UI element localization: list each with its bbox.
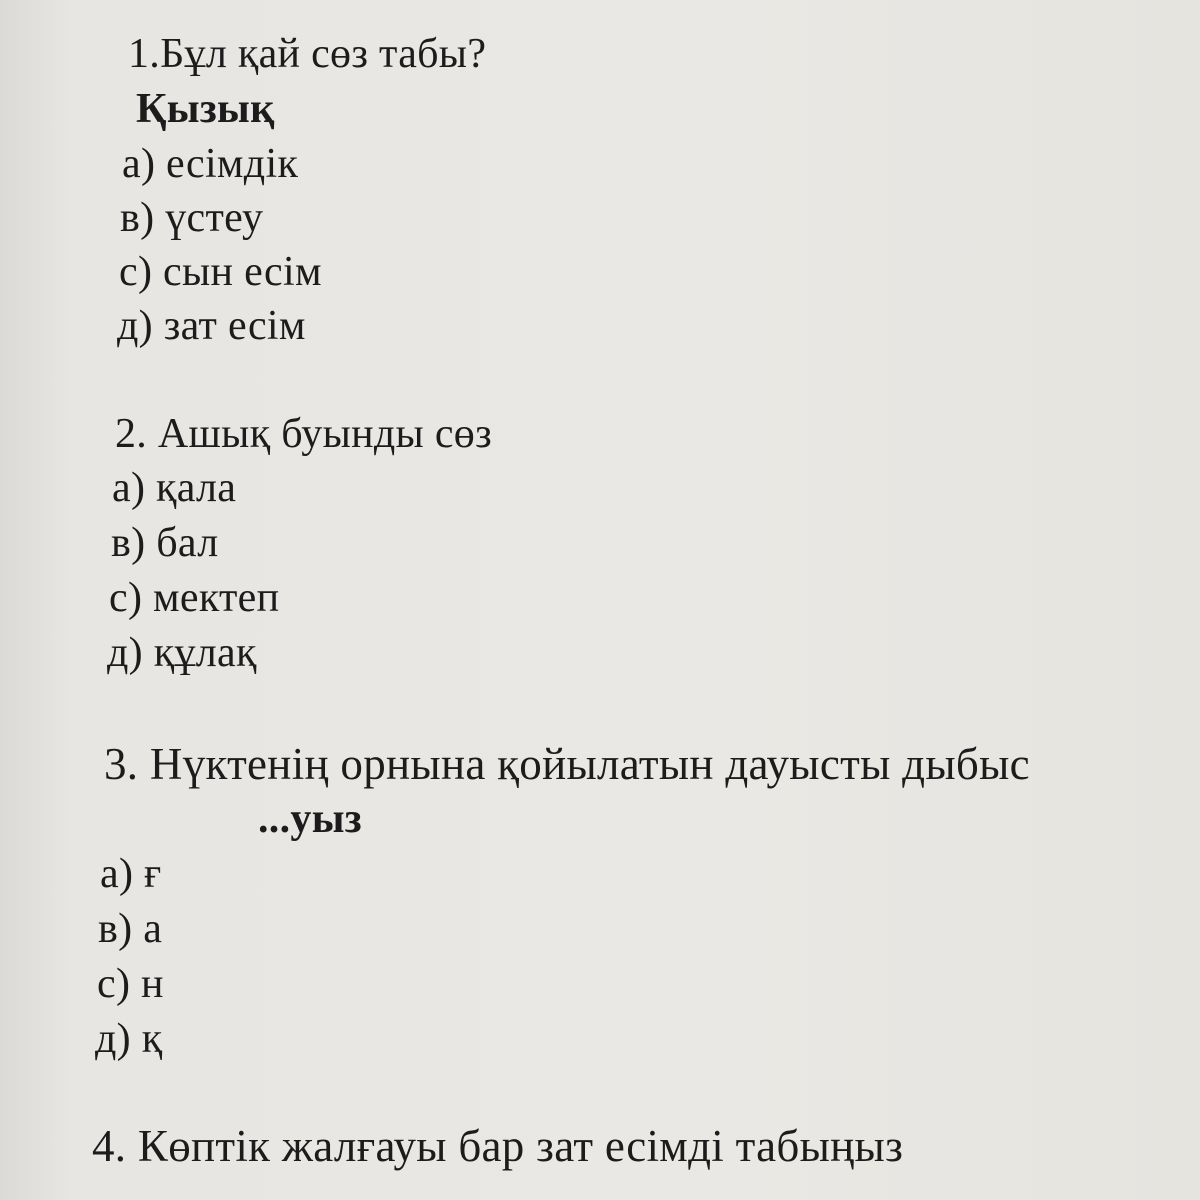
question-2-prompt: 2. Ашық буынды сөз	[115, 411, 492, 457]
question-1-option-a: а) есімдік	[122, 141, 299, 187]
question-1-option-d: д) зат есім	[117, 303, 306, 349]
question-2-option-a: а) қала	[112, 465, 237, 511]
question-1-word: Қызық	[136, 86, 275, 132]
question-1-option-b: в) үстеу	[120, 195, 264, 241]
question-3-word: ...уыз	[258, 796, 362, 842]
question-3-option-a: а) ғ	[100, 851, 162, 897]
question-3-prompt: 3. Нүктенің орнына қойылатын дауысты дыбыс	[104, 739, 1030, 789]
question-2-option-d: д) құлақ	[107, 630, 257, 676]
question-1-prompt: 1.Бұл қай сөз табы?	[128, 31, 487, 77]
question-3-option-d: д) қ	[95, 1016, 163, 1062]
question-1-option-c: с) сын есім	[119, 249, 322, 295]
question-2-option-c: с) мектеп	[109, 575, 280, 621]
question-3-option-b: в) а	[98, 906, 163, 952]
question-2-option-b: в) бал	[111, 520, 219, 566]
question-4-prompt: 4. Көптік жалғауы бар зат есімді табыңыз	[92, 1121, 904, 1171]
question-3-option-c: с) н	[97, 961, 164, 1007]
